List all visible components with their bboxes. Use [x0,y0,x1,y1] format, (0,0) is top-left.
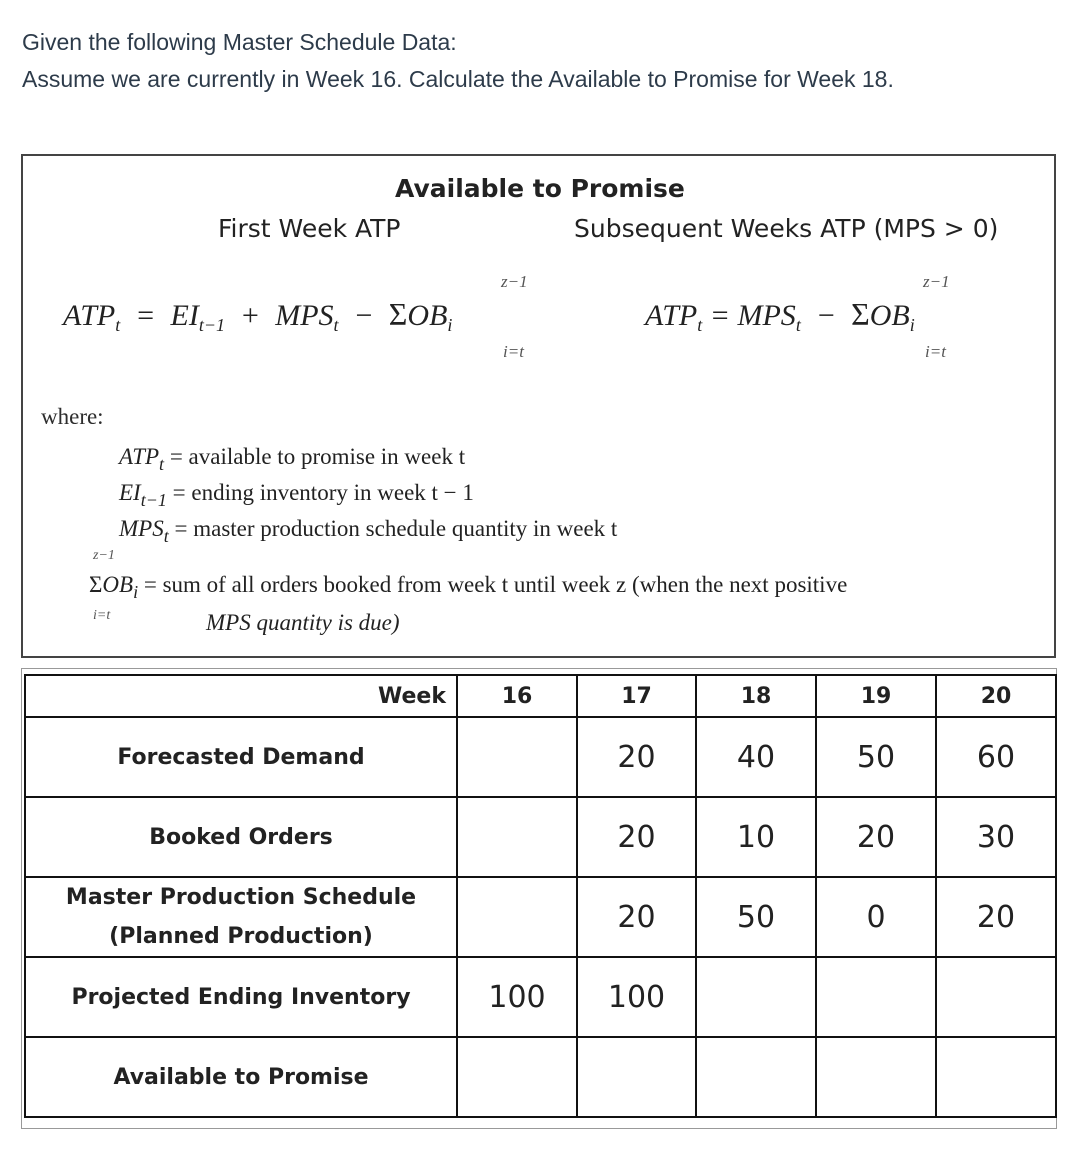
table-cell [816,1037,936,1117]
table-cell [936,1037,1056,1117]
master-schedule-table [24,674,1057,1118]
table-cell: 100 [577,957,696,1037]
row-label: Forecasted Demand [25,717,457,797]
row-label-line-1: Master Production Schedule [65,885,417,910]
first-sum-upper-limit: z−1 [501,272,528,291]
table-cell: 50 [696,877,816,957]
definition-sum-ob-text-continued: MPS quantity is due) [206,610,400,635]
row-label-line-2: (Planned Production) [109,924,373,949]
table-cell [816,957,936,1037]
first-sum-lower-limit: i=t [503,342,524,361]
definition-ei-text: ending inventory in week t − 1 [191,480,474,505]
master-production-schedule-row [25,877,1056,957]
table-cell: 100 [457,957,577,1037]
table-cell: 20 [577,877,696,957]
table-cell: 30 [936,797,1056,877]
def-sum-lower-limit: i=t [93,608,111,623]
question-line-2: Assume we are currently in Week 16. Calculate the Available to Promise for Week 18. [22,66,894,92]
table-cell: 20 [577,797,696,877]
table-cell: 20 [816,797,936,877]
subsequent-weeks-atp-formula: $ATP_t = MPS_t - \Sigma OB_i$ [645,296,915,335]
booked-orders-row [25,797,1056,877]
forecasted-demand-row [25,717,1056,797]
table-cell [457,877,577,957]
definition-sum-ob-text: sum of all orders booked from week t until week z (when the next positive [162,572,848,597]
table-cell: 0 [816,877,936,957]
table-cell: 60 [936,717,1056,797]
row-label [25,877,457,957]
row-label: Booked Orders [25,797,457,877]
definition-mps-text: master production schedule quantity in week t [193,516,618,541]
definition-atp-text: available to promise in week t [188,444,466,469]
question-line-1: Given the following Master Schedule Data: [22,29,457,55]
row-label: Available to Promise [25,1037,457,1117]
projected-ending-inventory-row [25,957,1056,1037]
definition-mps: $MPS_t$ = master production schedule quantity in week t [119,516,618,546]
where-label: where: [41,404,104,429]
week-18-header: 18 [696,675,816,717]
table-cell: 10 [696,797,816,877]
definition-atp: $ATP_t$ = available to promise in week t [119,444,466,474]
week-17-header: 17 [577,675,696,717]
table-cell [577,1037,696,1117]
def-sum-upper-limit: z−1 [93,548,115,563]
week-header-label: Week [25,675,457,717]
week-header-row [25,675,1056,717]
second-sum-lower-limit: i=t [925,342,946,361]
atp-formula-box [21,154,1056,658]
formula-title: Available to Promise [395,174,685,203]
table-cell: 50 [816,717,936,797]
first-week-atp-formula: $ATP_t = EI_{t-1} + MPS_t - \Sigma OB_i$ [63,296,453,335]
subsequent-weeks-atp-label: Subsequent Weeks ATP (MPS > 0) [574,214,999,243]
table-cell [696,1037,816,1117]
table-cell [457,1037,577,1117]
definition-ei: $EI_{t-1}$ = ending inventory in week t − 1 [119,480,474,510]
table-cell: 20 [577,717,696,797]
table-cell: 40 [696,717,816,797]
table-cell: 20 [936,877,1056,957]
second-sum-upper-limit: z−1 [923,272,950,291]
table-cell [696,957,816,1037]
week-20-header: 20 [936,675,1056,717]
week-19-header: 19 [816,675,936,717]
first-week-atp-label: First Week ATP [218,214,401,243]
week-16-header: 16 [457,675,577,717]
table-cell [936,957,1056,1037]
table-cell [457,797,577,877]
table-cell [457,717,577,797]
definition-sum-ob: $\Sigma OB_i$ = sum of all orders booked from week t until week z (when the next positive [89,572,848,602]
row-label: Projected Ending Inventory [25,957,457,1037]
available-to-promise-row [25,1037,1056,1117]
